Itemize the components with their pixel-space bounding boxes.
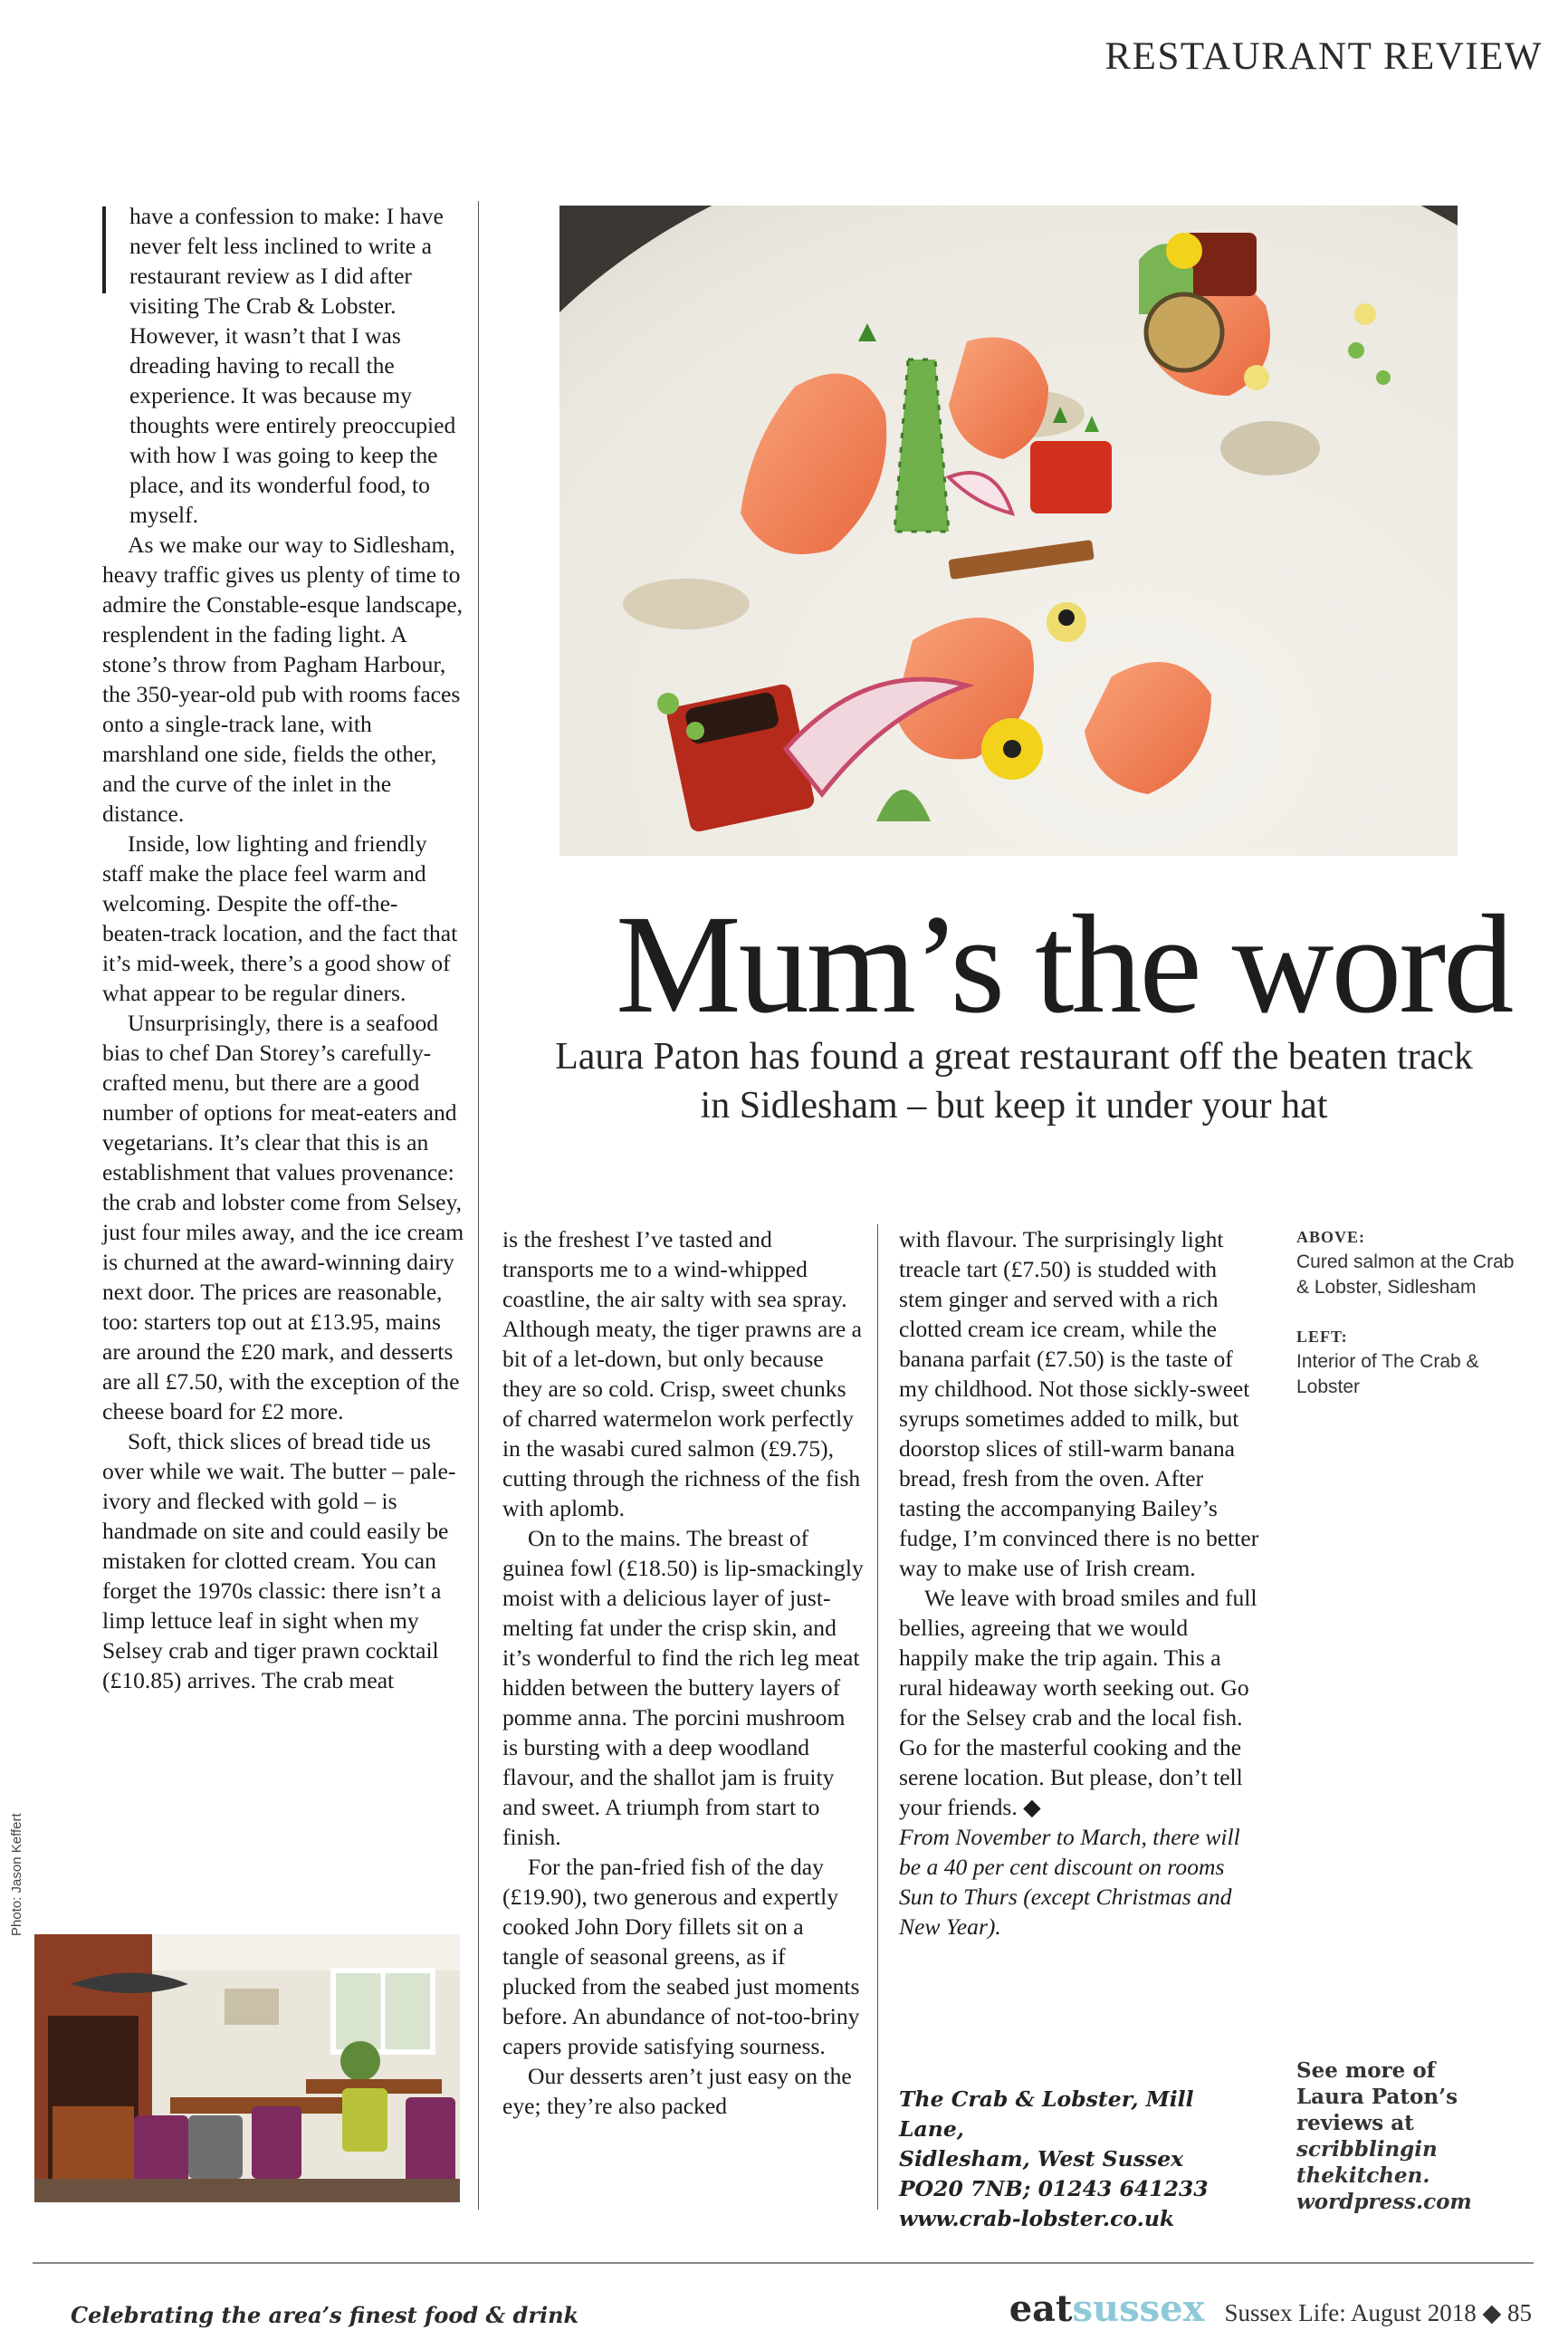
column-rule [877,1224,878,2210]
section-heading: RESTAURANT REVIEW [1104,35,1543,78]
paragraph: Soft, thick slices of bread tide us over while we wait. The butter – pale-ivory and flecked with gold – is handmade on site and could easily be mistaken for clotted cream. You can forget the 1970s classic: there isn’t a limp lettuce leaf in sight when my Selsey crab and tiger prawn cocktail (£10.85) arrives. The crab meat [102,1428,456,1693]
see-more-line: See more of [1296,2058,1436,2083]
discount-note: From November to March, there will be a 40 per cent discount on rooms Sun to Thurs (except Christmas and New Year). [899,1824,1240,1940]
paragraph: is the freshest I’ve tasted and transports me to a wind-whipped coastline, the air salty with sea spray. Although meaty, the tiger prawns are a bit of a let-down, but only because they are so cold. Crisp, sweet chunks of charred watermelon work perfectly in the wasabi cured salmon (£9.75), cutting through the richness of the fish with aplomb. [502,1226,863,1521]
footer-divider [33,2262,1534,2264]
caption-label: LEFT: [1296,1328,1348,1346]
body-column-2 [502,1224,865,2121]
brand-sussex: sussex [1072,2287,1205,2330]
paragraph: with flavour. The surprisingly light treacle tart (£7.50) is studded with stem ginger and served with a rich clotted cream ice cream, while the banana parfait (£7.50) is the taste of my childhood. Not those sickly-sweet syrups sometimes added to milk, but doorstop slices of still-warm banana bread, fresh from the oven. After tasting the accompanying Bailey’s fudge, I’m convinced there is no better way to make use of Irish cream. [899,1226,1259,1581]
standfirst: Laura Paton has found a great restaurant off the beaten track in Sidlesham – but keep it under your hat [555,1036,1473,1127]
website-link[interactable]: www.crab-lobster.co.uk [899,2206,1175,2231]
paragraph: Our desserts aren’t just easy on the eye; they’re also packed [502,2063,852,2119]
see-more-line: reviews at [1296,2111,1414,2135]
paragraph: As we make our way to Sidlesham, heavy traffic gives us plenty of time to admire the Constable-esque landscape, resplendent in the fading light. A stone’s throw from Pagham Harbour, the 350-year-old pub with rooms faces onto a single-track lane, with marshland one side, fields the other, and the curve of the inlet in the distance. [102,532,463,827]
see-more-box [1296,2057,1532,2215]
restaurant-interior-photo [34,1934,460,2202]
page-folio: Sussex Life: August 2018 ◆ 85 [1224,2299,1532,2326]
restaurant-address [899,2085,1261,2234]
caption-text: Interior of The Crab & Lobster [1296,1351,1479,1397]
body-column-1 [102,201,464,1695]
cured-salmon-photo [559,206,1458,856]
interior-illustration [34,1934,460,2202]
address-line: PO20 7NB; 01243 641233 [899,2176,1209,2201]
caption-text: Cured salmon at the Crab & Lobster, Sidlesham [1296,1251,1515,1298]
caption-above [1296,1224,1523,1300]
paragraph: We leave with broad smiles and full bellies, agreeing that we would happily make the trip again. This a rural hideaway worth seeking out. Go for the Selsey crab and the local fish. Go for the masterful cooking and the serene location. But please, don’t tell your friends. ◆ [899,1585,1257,1820]
body-column-3 [899,1224,1261,1942]
see-more-line: Laura Paton’s [1296,2085,1458,2109]
cured-salmon-illustration [559,206,1458,856]
caption-label: ABOVE: [1296,1228,1366,1246]
paragraph: For the pan-fried fish of the day (£19.90), two generous and expertly cooked John Dory fillets sit on a tangle of seasonal greens, as if plucked from the seabed just moments before. An abundance of not-too-briny capers provide satisfying sourness. [502,1854,860,2059]
paragraph: have a confession to make: I have never felt less inclined to write a restaurant review as I did after visiting The Crab & Lobster. However, it wasn’t that I was dreading having to recall the experience. It was because my thoughts were entirely preoccupied with how I was going to keep the place, and its wonderful food, to myself. [129,203,456,528]
footer-brand-folio [1009,2287,1532,2330]
paragraph: Inside, low lighting and friendly staff make the place feel warm and welcoming. Despite the off-the-beaten-track location, and the fact that it’s mid-week, there’s a good show of what appear to be regular diners. [102,830,458,1006]
footer-tagline: Celebrating the area’s finest food & drink [71,2302,579,2328]
address-line: Sidlesham, West Sussex [899,2146,1184,2172]
column-rule [478,201,479,2210]
paragraph: On to the mains. The breast of guinea fowl (£18.50) is lip-smackingly moist with a delicious layer of just-melting fat under the crisp skin, and it’s wonderful to find the rich leg meat hidden between the buttery layers of pomme anna. The porcini mushroom is bursting with a deep woodland flavour, and the shallot jam is fruity and sweet. A triumph from start to finish. [502,1525,864,1850]
headline: Mum’s the word [616,886,1512,1042]
brand-eat: eat [1009,2287,1073,2330]
photo-credit: Photo: Jason Keffert [9,1813,24,1936]
blog-link[interactable]: scribblingin [1296,2137,1438,2162]
address-line: The Crab & Lobster, Mill Lane, [899,2086,1194,2142]
blog-link[interactable]: wordpress.com [1296,2190,1472,2214]
caption-left [1296,1324,1523,1400]
blog-link[interactable]: thekitchen. [1296,2163,1430,2188]
photo-captions [1296,1224,1523,1424]
paragraph: Unsurprisingly, there is a seafood bias to chef Dan Storey’s carefully-crafted menu, but there are a good number of options for meat-eaters and vegetarians. It’s clear that this is an establishment that values provenance: the crab and lobster come from Selsey, just four miles away, and the ice cream is churned at the award-winning dairy next door. The prices are reasonable, too: starters top out at £13.95, mains are around the £20 mark, and desserts are all £7.50, with the exception of the cheese board for £2 more. [102,1010,464,1424]
